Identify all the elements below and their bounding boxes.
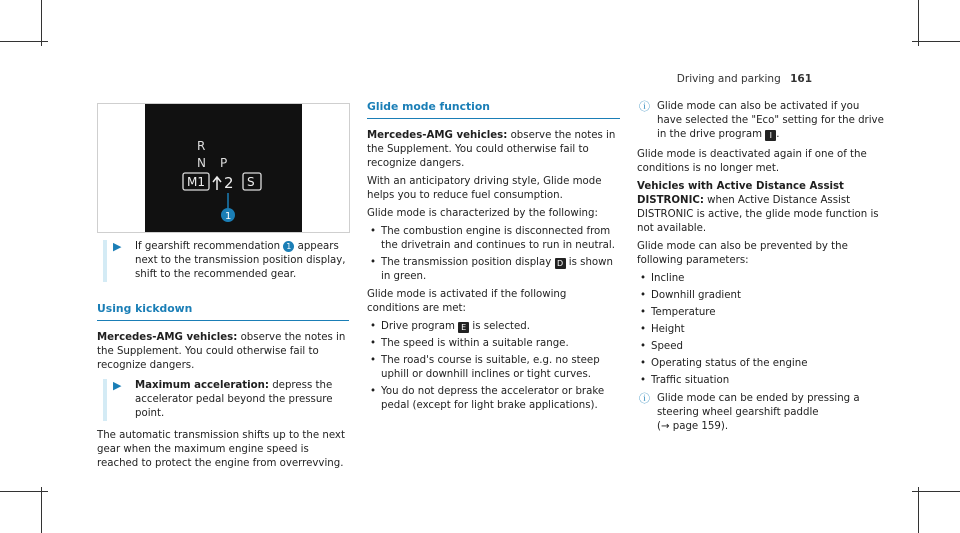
column-right bbox=[637, 100, 887, 440]
crop-mark bbox=[918, 487, 919, 533]
list-item: • The road's course is suitable, e.g. no steep uphill or downhill inclines or tight curves. bbox=[367, 354, 620, 382]
max-accel-label: Maximum acceleration: bbox=[135, 380, 269, 391]
paragraph: Glide mode is deactivated again if one of the conditions is no longer met. bbox=[637, 149, 867, 174]
drive-program-e-icon: E bbox=[458, 322, 469, 333]
transmission-display-graphic bbox=[145, 104, 302, 232]
crop-mark bbox=[912, 491, 960, 492]
arrow-right-icon: ▶ bbox=[113, 240, 122, 253]
gear-s: S bbox=[247, 175, 255, 189]
list-item: • Speed bbox=[637, 340, 887, 354]
crop-mark bbox=[912, 41, 960, 42]
header-section: Driving and parking bbox=[676, 73, 781, 85]
amg-label: Mercedes-AMG vehicles: bbox=[367, 130, 508, 141]
list-item: • You do not depress the accelerator or brake pedal (except for light brake applications). bbox=[367, 385, 620, 413]
gear-2: 2 bbox=[224, 174, 234, 192]
page-number: 161 bbox=[790, 73, 812, 85]
amg-note bbox=[97, 331, 349, 373]
crop-mark bbox=[41, 487, 42, 533]
list-item: • The combustion engine is disconnected from the drivetrain and continues to run in neutral. bbox=[367, 225, 620, 253]
instruction-step bbox=[103, 379, 349, 421]
amg-text: observe the notes in the Supplement. You could otherwise fail to recognize dangers. bbox=[367, 130, 616, 169]
column-middle bbox=[367, 100, 620, 417]
list-item: • Height bbox=[637, 323, 887, 337]
paragraph: Glide mode can also be prevented by the following parameters: bbox=[637, 241, 848, 266]
distronic-note bbox=[637, 180, 887, 236]
instruction-step bbox=[103, 240, 349, 282]
callout-number: 1 bbox=[225, 211, 232, 222]
list-item: • Incline bbox=[637, 272, 887, 286]
crop-mark bbox=[0, 41, 48, 42]
list-item: • Traffic situation bbox=[637, 374, 887, 388]
conditions-list bbox=[367, 320, 620, 413]
paragraph: Glide mode is characterized by the following: bbox=[367, 208, 598, 219]
list-item: • Operating status of the engine bbox=[637, 357, 887, 371]
paragraph: Glide mode is activated if the following conditions are met: bbox=[367, 289, 567, 314]
list-item: • Downhill gradient bbox=[637, 289, 887, 303]
step-text-prefix: If gearshift recommendation bbox=[135, 241, 281, 252]
callout-badge: 1 bbox=[283, 241, 294, 252]
drive-program-icon: I bbox=[765, 130, 776, 141]
list-item: • Drive program E is selected. bbox=[367, 320, 620, 334]
step-text-suffix: appears next to the transmission position display, shift to the recommended gear. bbox=[135, 241, 346, 280]
gear-p: P bbox=[220, 156, 228, 170]
column-left bbox=[97, 240, 349, 475]
gear-r: R bbox=[197, 139, 206, 153]
gear-n: N bbox=[197, 156, 206, 170]
crop-mark bbox=[41, 0, 42, 46]
section-heading-glide: Glide mode function bbox=[367, 100, 620, 119]
paragraph: With an anticipatory driving style, Glide mode helps you to reduce fuel consumption. bbox=[367, 176, 602, 201]
amg-note bbox=[367, 129, 620, 171]
list-item: • The transmission position display D is shown in green. bbox=[367, 256, 620, 284]
figure-frame bbox=[97, 103, 350, 233]
parameters-list bbox=[637, 272, 887, 388]
drive-d-icon: D bbox=[555, 258, 566, 269]
info-note: ⓘ Glide mode can be ended by pressing a steering wheel gearshift paddle (→ page 159). bbox=[639, 392, 860, 432]
gear-m1: M1 bbox=[187, 175, 205, 189]
arrow-right-icon: ▶ bbox=[113, 379, 122, 392]
list-item: • The speed is within a suitable range. bbox=[367, 337, 620, 351]
amg-text: observe the notes in the Supplement. You could otherwise fail to recognize dangers. bbox=[97, 332, 346, 371]
upshift-arrow-icon bbox=[213, 177, 221, 190]
page-reference-link[interactable]: (→ page 159). bbox=[657, 421, 729, 432]
list-item: • Temperature bbox=[637, 306, 887, 320]
max-accel-text: depress the accelerator pedal beyond the pressure point. bbox=[135, 380, 333, 419]
info-icon: ⓘ bbox=[639, 392, 650, 405]
transmission-display bbox=[145, 104, 302, 232]
info-icon: ⓘ bbox=[639, 100, 650, 113]
amg-label: Mercedes-AMG vehicles: bbox=[97, 332, 238, 343]
crop-mark bbox=[918, 0, 919, 46]
distronic-label: Vehicles with Active Distance Assist DISTRONIC: bbox=[637, 181, 844, 206]
distronic-text: when Active Distance Assist DISTRONIC is active, the glide mode function is not available. bbox=[637, 195, 879, 234]
characteristics-list bbox=[367, 225, 620, 284]
crop-mark bbox=[0, 491, 48, 492]
auto-transmission-text: The automatic transmission shifts up to the next gear when the maximum engine speed is reached to protect the engine from overrevving. bbox=[97, 430, 345, 469]
info-note: ⓘ Glide mode can also be activated if you have selected the "Eco" setting for the drive in the drive program I . bbox=[639, 100, 884, 140]
page-header bbox=[677, 73, 812, 85]
section-heading-kickdown: Using kickdown bbox=[97, 302, 349, 321]
